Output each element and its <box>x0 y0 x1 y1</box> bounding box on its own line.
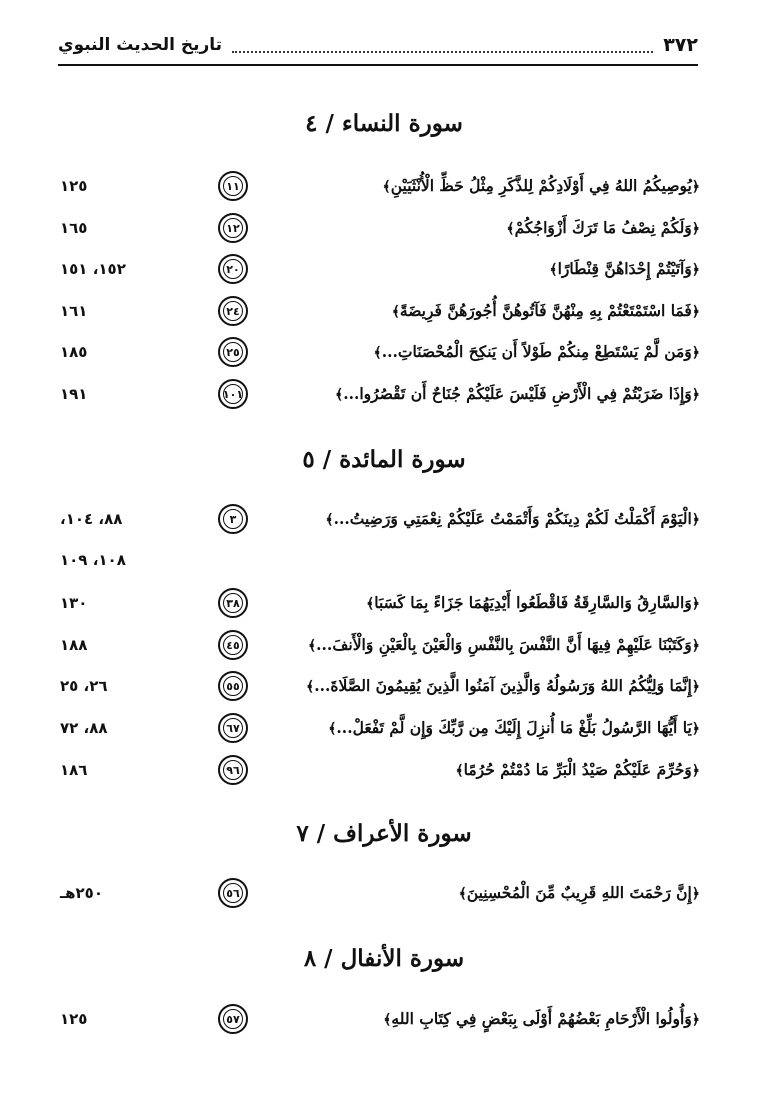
verse-content: وَالسَّارِقُ وَالسَّارِقَةُ فَاقْطَعُوا أَيْدِيَهُمَا جَزَاءً بِمَا كَسَبَا <box>374 593 692 612</box>
surah-title: سورة المائدة / ٥ <box>302 446 466 473</box>
page-reference: ١٩١ <box>60 385 88 403</box>
verse-content: وَإِذَا ضَرَبْتُمْ فِي الْأَرْضِ فَلَيْسَ عَلَيْكُمْ جُنَاحٌ أَن تَقْصُرُوا... <box>343 384 692 403</box>
bracket-open-ornament: ﴿ <box>691 304 700 320</box>
ayah-number: ١١ <box>226 179 240 193</box>
verse-text <box>392 295 700 327</box>
book-title: تاريخ الحديث النبوي <box>58 35 223 55</box>
bracket-open-ornament: ﴿ <box>691 721 700 737</box>
page-reference: ١٨٦ <box>60 761 88 779</box>
bracket-close-ornament: ﴾ <box>373 345 382 361</box>
ayah-number-medallion <box>218 171 248 201</box>
ayah-number: ٣٨ <box>226 596 240 610</box>
verse-text <box>366 587 700 619</box>
verse-content: وَكَتَبْنَا عَلَيْهِمْ فِيهَا أَنَّ النَّفْسَ بِالنَّفْسِ وَالْعَيْنَ بِالْعَيْنِ وَالْأَنفَ... <box>316 635 692 654</box>
ayah-number-medallion <box>218 254 248 284</box>
page-reference: ١٨٨ <box>60 636 88 654</box>
verse-row <box>60 503 700 535</box>
page-reference: ١٢٥ <box>60 1010 88 1028</box>
page-reference: ٢٦، ٢٥ <box>60 677 108 695</box>
verse-row <box>60 670 700 702</box>
bracket-open-ornament: ﴿ <box>691 345 700 361</box>
ayah-number-medallion <box>218 630 248 660</box>
ayah-number: ١٠١ <box>222 387 244 401</box>
verse-text <box>383 170 700 202</box>
verse-content: إِنَّ رَحْمَتَ اللهِ قَرِيبٌ مِّنَ الْمُحْسِنِينَ <box>466 883 692 902</box>
bracket-open-ornament: ﴿ <box>691 1012 700 1028</box>
surah-title: سورة النساء / ٤ <box>305 110 463 137</box>
verse-row <box>60 1003 700 1035</box>
verse-text <box>374 336 701 368</box>
page-reference: ٨٨، ٧٢ <box>60 719 108 737</box>
bracket-open-ornament: ﴿ <box>691 512 700 528</box>
verse-text <box>335 378 700 410</box>
verse-row <box>60 712 700 744</box>
verse-text <box>459 877 700 909</box>
ayah-number-medallion <box>218 588 248 618</box>
ayah-number-medallion <box>218 296 248 326</box>
surah-title: سورة الأنفال / ٨ <box>303 945 465 972</box>
verse-row <box>60 754 700 786</box>
page-reference: ١٢٥ <box>60 177 88 195</box>
ayah-number: ٤٥ <box>226 638 240 652</box>
page-reference-continued: ١٠٨، ١٠٩ <box>60 551 126 569</box>
verse-text <box>455 754 700 786</box>
verse-row <box>60 253 700 285</box>
page-reference: ١٣٠ <box>60 594 88 612</box>
ayah-number: ٥٦ <box>226 886 240 900</box>
verse-text <box>383 1003 700 1035</box>
page-reference: ١٨٥ <box>60 343 88 361</box>
bracket-close-ornament: ﴾ <box>455 763 464 779</box>
verse-row <box>60 336 700 368</box>
verse-text <box>549 253 700 285</box>
bracket-open-ornament: ﴿ <box>691 262 700 278</box>
page-reference: ١٦١ <box>60 302 88 320</box>
bracket-close-ornament: ﴾ <box>328 721 337 737</box>
dotted-leader <box>232 50 653 53</box>
verse-content: وَمَن لَّمْ يَسْتَطِعْ مِنكُمْ طَوْلاً أَن يَنكِحَ الْمُحْصَنَاتِ... <box>381 342 692 361</box>
bracket-close-ornament: ﴾ <box>506 221 515 237</box>
ayah-number: ٦٧ <box>226 721 240 735</box>
ayah-number-medallion <box>218 713 248 743</box>
verse-content: وَلَكُمْ نِصْفُ مَا تَرَكَ أَزْوَاجُكُمْ <box>514 218 692 237</box>
ayah-number: ٢٤ <box>226 304 240 318</box>
verse-text <box>308 629 700 661</box>
verse-content: وَحُرِّمَ عَلَيْكُمْ صَيْدُ الْبَرِّ مَا دُمْتُمْ حُرُمًا <box>463 760 692 779</box>
ayah-number: ٢٠ <box>226 262 240 276</box>
verse-text <box>306 670 700 702</box>
page-reference: ١٥٢، ١٥١ <box>60 260 126 278</box>
ayah-number-medallion <box>218 671 248 701</box>
bracket-close-ornament: ﴾ <box>391 304 400 320</box>
verse-row <box>60 877 700 909</box>
verse-row <box>60 629 700 661</box>
ayah-number: ٢٥ <box>226 345 240 359</box>
ayah-number-medallion <box>218 337 248 367</box>
bracket-open-ornament: ﴿ <box>691 596 700 612</box>
bracket-close-ornament: ﴾ <box>382 179 391 195</box>
running-header <box>58 30 698 66</box>
ayah-number: ٣ <box>229 512 237 526</box>
page-reference: ٨٨، ١٠٤، <box>60 510 123 528</box>
ayah-number-medallion <box>218 1004 248 1034</box>
bracket-open-ornament: ﴿ <box>691 638 700 654</box>
bracket-open-ornament: ﴿ <box>691 886 700 902</box>
ayah-number-medallion <box>218 213 248 243</box>
ayah-number: ١٢ <box>226 221 240 235</box>
bracket-open-ornament: ﴿ <box>691 387 700 403</box>
page-reference: ١٦٥ <box>60 219 88 237</box>
ayah-number-medallion <box>218 504 248 534</box>
verse-row <box>60 170 700 202</box>
verse-content: يُوصِيكُمُ اللهُ فِي أَوْلَادِكُمْ لِلذَّكَرِ مِثْلُ حَظِّ الْأُنْثَيَيْنِ <box>390 176 692 195</box>
verse-row <box>60 295 700 327</box>
ayah-number-medallion <box>218 379 248 409</box>
bracket-close-ornament: ﴾ <box>383 1012 392 1028</box>
verse-row <box>60 378 700 410</box>
bracket-close-ornament: ﴾ <box>325 512 334 528</box>
bracket-close-ornament: ﴾ <box>307 638 317 654</box>
page-reference: ٢٥٠هـ <box>60 884 103 902</box>
verse-text <box>328 712 700 744</box>
verse-content: يَا أَيُّهَا الرَّسُولُ بَلِّغْ مَا أُنزِلَ إِلَيْكَ مِن رَّبِّكَ وَإِن لَّمْ تَفْعَلْ... <box>336 718 692 737</box>
ayah-number-medallion <box>218 878 248 908</box>
verse-row <box>60 587 700 619</box>
ayah-number-medallion <box>218 755 248 785</box>
ayah-number: ٥٥ <box>226 679 240 693</box>
verse-text <box>325 503 700 535</box>
bracket-close-ornament: ﴾ <box>458 886 467 902</box>
page-number: ٣٧٢ <box>663 34 698 56</box>
bracket-close-ornament: ﴾ <box>549 262 558 278</box>
verse-row <box>60 212 700 244</box>
verse-content: الْيَوْمَ أَكْمَلْتُ لَكُمْ دِينَكُمْ وَأَتْمَمْتُ عَلَيْكُمْ نِعْمَتِي وَرَضِيتُ... <box>333 509 692 528</box>
verse-content: وَأُولُوا الْأَرْحَامِ بَعْضُهُمْ أَوْلَى بِبَعْضٍ فِي كِتَابِ اللهِ <box>391 1009 692 1028</box>
verse-content: وَآتَيْتُمْ إِحْدَاهُنَّ قِنْطَارًا <box>557 259 692 278</box>
bracket-open-ornament: ﴿ <box>691 763 700 779</box>
verse-text <box>506 212 700 244</box>
surah-title: سورة الأعراف / ٧ <box>296 820 472 847</box>
bracket-close-ornament: ﴾ <box>306 679 315 695</box>
bracket-open-ornament: ﴿ <box>691 679 700 695</box>
bracket-close-ornament: ﴾ <box>334 387 344 403</box>
verse-content: إِنَّمَا وَلِيُّكُمُ اللهُ وَرَسُولُهُ وَالَّذِينَ آمَنُوا الَّذِينَ يُقِيمُونَ الصَّلَاةَ... <box>314 676 692 695</box>
bracket-close-ornament: ﴾ <box>366 596 375 612</box>
bracket-open-ornament: ﴿ <box>691 179 700 195</box>
ayah-number: ٥٧ <box>226 1012 240 1026</box>
bracket-open-ornament: ﴿ <box>691 221 700 237</box>
ayah-number: ٩٦ <box>226 763 240 777</box>
verse-content: فَمَا اسْتَمْتَعْتُمْ بِهِ مِنْهُنَّ فَآتُوهُنَّ أُجُورَهُنَّ فَرِيضَةً <box>399 301 692 320</box>
